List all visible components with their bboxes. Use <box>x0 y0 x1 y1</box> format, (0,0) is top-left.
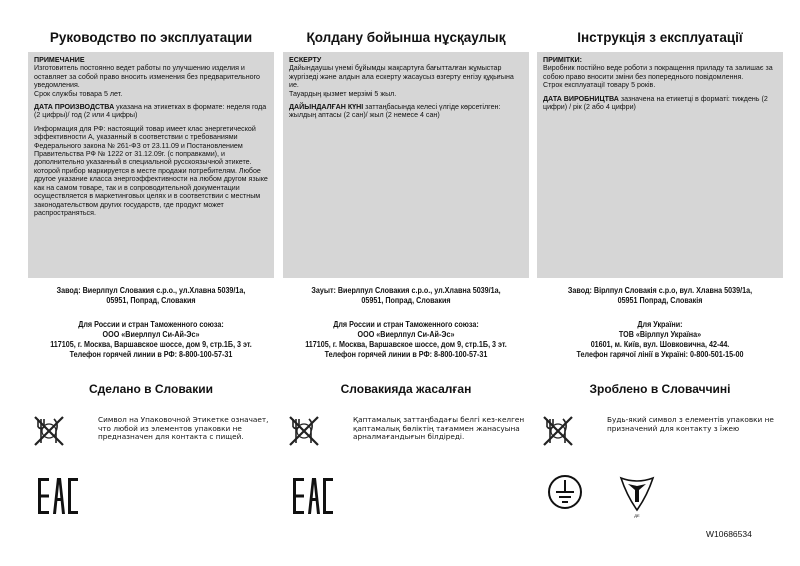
ru-symbol-text: Символ на Упаковочной Этикетке означает, что любой из элементов упаковки не предназначен для контакта с пищей. <box>98 415 269 442</box>
kz-made-in: Словакияда жасалған <box>340 382 472 396</box>
ru-for-line3: 117105, г. Москва, Варшавское шоссе, дом 9, стр.1Б, 3 эт. <box>50 340 252 349</box>
ru-note-box <box>28 52 274 278</box>
ua-made-in: Зроблено в Словаччині <box>589 382 731 396</box>
kz-plant-address <box>287 286 524 306</box>
ru-distributor <box>27 320 275 360</box>
ua-note-box <box>537 52 783 278</box>
ru-note-heading: ПРИМЕЧАНИЕ <box>34 56 85 64</box>
ru-plant-line2: 05951, Попрад, Словакия <box>106 296 196 305</box>
ru-service-life: Срок службы товара 5 лет. <box>34 89 123 98</box>
ua-prod-date-text: зазначена на етикетці в форматі: тиждень (2 цифри) / рік (2 або 4 цифри) <box>543 94 768 112</box>
eac-mark-icon <box>38 478 78 514</box>
kz-prod-date-label: ДАЙЫНДАЛҒАН КҮНІ <box>289 103 364 112</box>
kz-distributor <box>282 320 530 360</box>
ru-prod-date-label: ДАТА ПРОИЗВОДСТВА <box>34 103 115 112</box>
ua-plant-line1: Завод: Вірлпул Словакія с.р.о, вул. Хлавна 5039/1а, <box>567 286 753 295</box>
svg-text:ДЕ: ДЕ <box>634 513 640 518</box>
ua-service-life: Строк експлуатації товару 5 років. <box>543 81 656 90</box>
kz-for-line2: ООО «Виерлпул Си-Ай-Эс» <box>357 330 455 339</box>
grounding-symbol-icon <box>547 474 583 510</box>
ru-plant-line1: Завод: Виерлпул Словакия с.р.о., ул.Хлавна 5039/1а, <box>56 286 246 295</box>
kz-for-line4: Телефон горячей линии в РФ: 8-800-100-57-31 <box>324 350 488 359</box>
ua-plant-address <box>541 286 778 306</box>
kz-note-box <box>283 52 529 278</box>
not-for-food-contact-icon <box>32 414 66 448</box>
kz-plant-line2: 05951, Попрад, Словакия <box>361 296 451 305</box>
ua-for-line3: 01601, м. Київ, вул. Шовковична, 42-44. <box>590 340 730 349</box>
ua-title: Інструкція з експлуатації <box>577 30 743 45</box>
not-for-food-contact-icon <box>541 414 575 448</box>
kz-symbol-text: Қаптамалық заттаңбадағы белгі кез-келген қаптамалық бөліктің тағаммен жанасуына арналмағандығын білдіреді. <box>353 415 525 442</box>
kz-prod-date-text: заттаңбасында келесі үлгіде көрсетілген: жылдың аптасы (2 сан)/ жыл (2 немесе 4 сан) <box>289 103 501 120</box>
ru-for-line4: Телефон горячей линии в РФ: 8-800-100-57-31 <box>69 350 233 359</box>
kz-note-heading: ЕСКЕРТУ <box>289 56 322 64</box>
ua-symbol-text: Будь-який символ з елементів упаковки не призначений для контакту з їжею <box>607 415 774 433</box>
ru-for-line2: ООО «Виерлпул Си-Ай-Эс» <box>102 330 200 339</box>
kz-for-line3: 117105, г. Москва, Варшавское шоссе, дом 9, стр.1Б, 3 эт. <box>305 340 507 349</box>
document-code: W10686534 <box>706 529 752 539</box>
ru-made-in: Сделано в Словакии <box>89 382 213 396</box>
ua-for-line2: ТОВ «Вірлпул Україна» <box>618 330 702 339</box>
ru-for-line1: Для России и стран Таможенного союза: <box>78 320 224 329</box>
ua-prod-date-label: ДАТА ВИРОБНИЦТВА <box>543 94 619 103</box>
eac-mark-icon <box>293 478 333 514</box>
kz-for-line1: Для России и стран Таможенного союза: <box>333 320 479 329</box>
ua-note-heading: ПРИМІТКИ: <box>543 56 582 64</box>
ua-for-line4: Телефон гарячої лінії в Україні: 0-800-501-15-00 <box>576 350 744 359</box>
ua-plant-line2: 05951 Попрад, Словакія <box>617 296 703 305</box>
ru-info-rf: Информация для РФ: настоящий товар имеет клас энергетической эффективности А, указанный в соответствии с требованиями Федерального закона № 261-ФЗ от 23.11.09 и Постановлением Правительства РФ № 1222 от 31.12.09г. (с поправками), и дополнительно указанный в специальной русскоязычной этикете. которой прибор маркируется в месте продажи потребителям. Любое другое указание класса энергоэффективности на любом другом языке как на самом товаре, так и в сопроводительной документации осуществляется в маркетинговых целях и в соответствии с местным законодательством других государств, где продукт может распространяться. <box>34 124 268 217</box>
kz-note-text: Дайындаушы үнемі бұйымды жақсартуға бағытталған жұмыстар жүргізеді және алдын ала ескерту жасаусыз өзгерту енгізу құқығына ие. <box>289 64 514 90</box>
ukrainian-conformity-mark-icon <box>617 474 657 518</box>
ua-distributor <box>536 320 784 360</box>
ru-plant-address <box>32 286 269 306</box>
kz-plant-line1: Зауыт: Виерлпул Словакия с.р.о., ул.Хлавна 5039/1а, <box>311 286 501 295</box>
kz-service-life: Тауардың қызмет мерзімі 5 жыл. <box>289 89 397 98</box>
ru-note-text: Изготовитель постоянно ведет работы по улучшению изделия и оставляет за собой право вносить изменения без предварительного уведомления. <box>34 64 260 90</box>
ru-title: Руководство по эксплуатации <box>49 30 253 45</box>
kz-title: Қолдану бойынша нұсқаулық <box>306 30 506 45</box>
ua-for-line1: Для України: <box>637 320 683 329</box>
ua-note-text: Виробник постійно веде роботи з покращення приладу та залишає за собою право вносити зміни без попереднього повідомлення. <box>543 64 773 81</box>
ru-prod-date-text: указана на этикетках в формате: неделя года (2 цифры)/ год (2 или 4 цифры) <box>34 103 267 120</box>
not-for-food-contact-icon <box>287 414 321 448</box>
